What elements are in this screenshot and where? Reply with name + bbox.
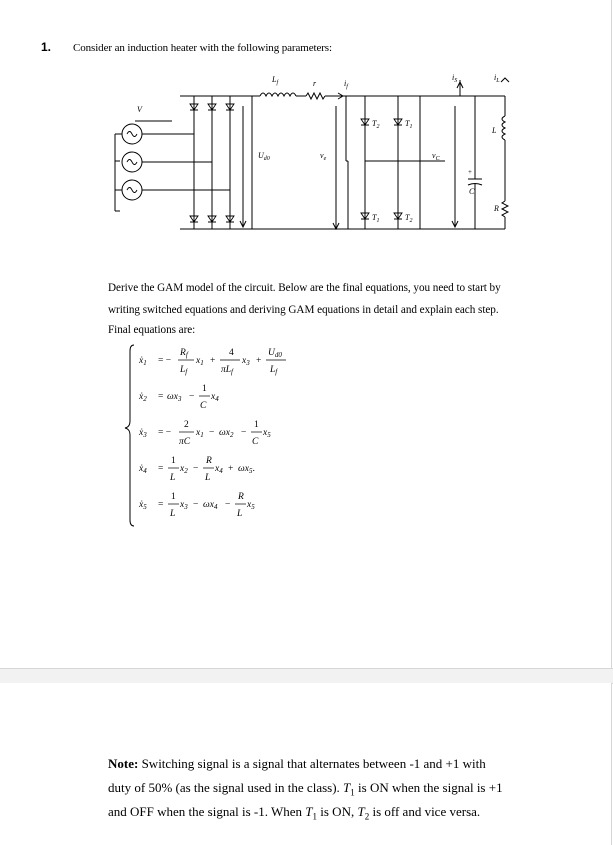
svg-text:Ud0: $U_{d0}$ — [268, 348, 282, 359]
note-text-3c: is off and vice versa. — [372, 804, 481, 819]
t1-sub: 1 — [350, 787, 355, 798]
svg-text:ẋ4: ẋ$_4$ — [139, 464, 147, 475]
svg-text:πLf: $\pi L_f$ — [221, 365, 233, 376]
svg-text:ωx3: $\omega x_3$ — [167, 392, 182, 403]
svg-text:= −: = − — [158, 428, 172, 438]
svg-text:1: 1 — [171, 492, 176, 502]
svg-text:4: 4 — [229, 348, 234, 358]
svg-text:L: L — [205, 473, 211, 483]
t2-top-label: $T_2$ — [372, 119, 380, 130]
svg-text:=: = — [158, 464, 164, 474]
svg-text:−: − — [193, 464, 199, 474]
t-symbol: T — [305, 804, 313, 819]
svg-text:+: + — [228, 464, 234, 474]
svg-text:= −: = − — [158, 356, 172, 366]
equation-4 — [138, 456, 255, 483]
svg-text:L: L — [170, 473, 176, 483]
svg-text:ωx4: $\omega x_4$ — [203, 500, 218, 511]
note-line-1 — [108, 752, 548, 777]
svg-text:+: + — [256, 356, 262, 366]
t1-top-label: $T_1$ — [405, 119, 413, 130]
note-text-3b: is ON, — [320, 804, 355, 819]
svg-text:L: L — [237, 509, 243, 519]
svg-text:x4: $x_4$ — [211, 392, 219, 403]
svg-text:=: = — [158, 392, 164, 402]
il-label: $i_L$ — [494, 73, 500, 84]
resonant-tank — [420, 73, 509, 229]
vc-label: $v_C$ — [432, 151, 440, 162]
svg-text:ẋ1: ẋ$_1$ — [139, 356, 147, 367]
question-number: 1. — [41, 40, 52, 54]
note-text-2a: duty of 50% (as the signal used in the class). — [108, 780, 340, 795]
svg-text:R: R — [206, 456, 212, 466]
t1-bottom-label: $T_1$ — [372, 213, 380, 224]
lf-label: $L_f$ — [272, 75, 279, 86]
svg-text:ωx2: $\omega x_2$ — [219, 428, 234, 439]
svg-text:+: + — [210, 356, 216, 366]
question-prompt: Consider an induction heater with the following parameters: — [73, 42, 332, 54]
left-brace — [125, 345, 134, 526]
svg-text:−: − — [189, 392, 195, 402]
equation-3 — [138, 420, 271, 447]
svg-text:x2: $x_2$ — [180, 464, 188, 475]
svg-text:R: R — [238, 492, 244, 502]
svg-text:Rf: $R_f$ — [180, 348, 188, 359]
instruction-line-1: Derive the GAM model of the circuit. Below are the final equations, you need to start by — [108, 282, 501, 294]
svg-text:ẋ3: ẋ$_3$ — [139, 428, 147, 439]
equation-5 — [138, 492, 255, 519]
instruction-line-2: writing switched equations and deriving GAM equations in detail and explain each step. — [108, 304, 499, 316]
svg-text:x1: $x_1$ — [196, 356, 204, 367]
l-label: L — [492, 126, 497, 135]
svg-text:=: = — [158, 500, 164, 510]
svg-text:−: − — [193, 500, 199, 510]
svg-text:x5: $x_5$ — [263, 428, 271, 439]
svg-text:L: L — [170, 509, 176, 519]
plus-sign: + — [468, 168, 472, 176]
t-symbol: T — [357, 804, 365, 819]
svg-text:C: C — [200, 401, 207, 411]
equation-1 — [138, 348, 286, 376]
r-label: r — [313, 79, 317, 88]
svg-text:−: − — [209, 428, 215, 438]
svg-text:1: 1 — [171, 456, 176, 466]
svg-text:1: 1 — [202, 384, 207, 394]
svg-text:ωx5.: $\omega x_5$. — [238, 464, 255, 475]
gam-equations — [122, 342, 322, 527]
equation-2 — [138, 384, 219, 411]
svg-text:ve: $v_e$ — [320, 151, 327, 162]
svg-text:x1: $x_1$ — [196, 428, 204, 439]
svg-text:ẋ2: ẋ$_2$ — [139, 392, 147, 403]
svg-text:1: 1 — [254, 420, 259, 430]
svg-text:−: − — [241, 428, 247, 438]
t-symbol: T — [343, 780, 351, 795]
svg-text:x3: $x_3$ — [242, 356, 250, 367]
ud0-label: $U_{d0}$ — [258, 151, 270, 162]
t2-sub: 2 — [364, 811, 370, 822]
note-line-3 — [108, 800, 548, 829]
page-gap — [0, 668, 613, 684]
r-load-label: R — [494, 204, 499, 213]
is-label: $i_S$ — [452, 73, 458, 84]
inductor-lf — [252, 75, 296, 96]
three-phase-source — [115, 105, 230, 211]
note-text-3a: and OFF when the signal is -1. When — [108, 804, 303, 819]
svg-text:x5: $x_5$ — [247, 500, 255, 511]
note-text-1: Switching signal is a signal that alternates between -1 and +1 with — [141, 756, 486, 771]
t1-sub: 1 — [312, 811, 318, 822]
c-label: C — [469, 187, 475, 196]
svg-text:if: $i_f$ — [344, 79, 348, 90]
inverter-bridge — [252, 96, 445, 229]
svg-text:Lf: $L_f$ — [270, 365, 278, 376]
svg-text:ẋ5: ẋ$_5$ — [139, 500, 147, 511]
instruction-line-3: Final equations are: — [108, 324, 196, 336]
svg-text:C: C — [252, 437, 259, 447]
svg-text:x3: $x_3$ — [180, 500, 188, 511]
note-label: Note: — [108, 756, 139, 771]
svg-text:−: − — [225, 500, 231, 510]
ve-label — [320, 106, 339, 229]
svg-text:πC: πC — [179, 437, 191, 447]
t2-bottom-label: $T_2$ — [405, 213, 413, 224]
resistor-r — [296, 79, 332, 99]
svg-text:2: 2 — [184, 420, 189, 430]
svg-text:x4: $x_4$ — [215, 464, 223, 475]
note-text-2b: is ON when the signal is +1 — [358, 780, 503, 795]
circuit-diagram — [110, 66, 530, 246]
source-label: V — [137, 105, 142, 114]
svg-text:Lf: $L_f$ — [180, 365, 188, 376]
